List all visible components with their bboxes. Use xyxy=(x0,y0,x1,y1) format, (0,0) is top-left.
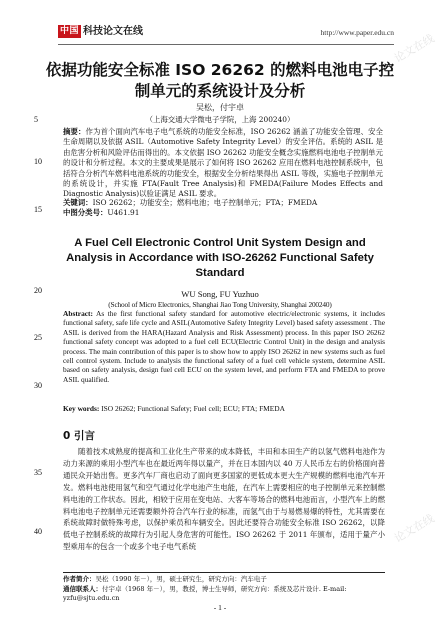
english-keywords xyxy=(63,404,385,413)
watermark: 论文在线 xyxy=(391,511,437,546)
clc-label: 中图分类号： xyxy=(63,208,108,217)
line-number: 40 xyxy=(34,527,42,536)
keywords-label: 关键词： xyxy=(63,198,93,207)
footnote-text: 吴松（1990 年－），男，硕士研究生，研究方向：汽车电子 xyxy=(95,575,267,583)
english-abstract xyxy=(63,309,385,384)
site-logo[interactable] xyxy=(58,24,143,38)
keywords-text: ISO 26262；功能安全；燃料电池；电子控制单元；FTA；FMEDA xyxy=(92,198,318,207)
footnote-contact xyxy=(63,585,385,603)
footnote-divider xyxy=(63,572,385,573)
page-number: - 1 - xyxy=(213,603,227,612)
logo-mark: 中国 xyxy=(60,25,80,36)
section-body: 随着技术成熟度的提高和工业化生产带来的成本降低，丰田和本田生产的以氢气燃料电池作为动力来源的乘用小型汽车也在最近两年得以量产，并在日本国内以 40 万人民币左右的价格面向普通民众开始出售。更多汽车厂商也启动了面向更多国家的更低成本更大生产规模的燃料电池汽车开发。燃料电池使用氢气和空气通过化学电池产生电能，在汽车上需要相应的电子控制单元来控制燃料电池的工作状态。因此，相较于应用在变电站、大客车等场合的燃料电池而言，小型汽车上的燃料电池电子控制单元还需要额外符合汽车行业的标准，而氢气由于与易燃易爆的特性，尤其需要在系统故障时做特殊考虑，以保护乘员和车辆安全。因此还要符合功能安全标准 ISO 26262，以降低电子控制系统的故障行为引起人身危害的可能性。ISO 26262 于 2011 年颁布，适用于量产小型乘用车的包含一个或多个电子电气系统 xyxy=(63,447,385,552)
english-authors: WU Song, FU Yuzhuo xyxy=(181,289,259,299)
line-number: 10 xyxy=(34,157,42,166)
clc-text: U461.91 xyxy=(107,208,140,217)
line-number: 5 xyxy=(34,115,38,124)
line-number: 30 xyxy=(34,381,42,390)
chinese-abstract xyxy=(63,127,383,200)
keywords-label: Key words: xyxy=(63,404,100,413)
line-number: 15 xyxy=(34,205,42,214)
keywords-text: ISO 26262; Functional Safety; Fuel cell; ECU; FTA; FMEDA xyxy=(99,404,285,413)
site-url[interactable]: http://www.paper.edu.cn xyxy=(320,28,394,37)
section-heading: 0 引言 xyxy=(63,430,95,442)
classification-number xyxy=(63,208,383,218)
footnote-label: 作者简介： xyxy=(63,575,96,583)
page-header xyxy=(58,22,394,45)
logo-text: 科技论文在线 xyxy=(83,25,144,37)
abstract-text: 作为首个面向汽车电子电气系统的功能安全标准，ISO 26262 涵盖了功能安全管理、安全生命周期以及依据 ASIL（Automotive Safety Integrity Level）的安全评估。系统的 ASIL 是由危害分析和风险评估而得出的。本文依据 ISO 26262 功能安全概念实施燃料电池电子控制单元的设计和分析过程。本文的主要成果是展示了如何将 ISO 26262 应用在燃料电池控制系统中，包括符合分析汽车燃料电池系统的功能安全，根据安全分析结果得出 ASIL 等级，实施电子控制单元的系统设计，并实施 FTA(Fault Tree Analysis)和 FMEDA(Failure Modes Effects and Diagnostic Analysis)以验证满足 ASIL 要求。 xyxy=(63,127,383,199)
watermark: 论文在线 xyxy=(391,31,437,66)
chinese-title: 依据功能安全标准 ISO 26262 的燃料电池电子控制单元的系统设计及分析 xyxy=(45,61,395,100)
line-number: 20 xyxy=(34,286,42,295)
abstract-label: Abstract: xyxy=(63,309,93,318)
english-title: A Fuel Cell Electronic Control Unit System Design and Analysis in Accordance with ISO-26262 Functional Safety Standard xyxy=(66,237,374,279)
chinese-authors: 吴松，付宇卓 xyxy=(196,103,244,112)
footnote-author xyxy=(63,575,385,584)
line-number: 25 xyxy=(34,333,42,342)
footnote-text: 付宇卓（1968 年－），男，教授，博士生导师，研究方向：系统及芯片设计. E-mail: yzfu@sjtu.edu.cn xyxy=(63,585,347,602)
chinese-keywords xyxy=(63,198,383,208)
english-affiliation: (School of Micro Electronics, Shanghai Jiao Tong University, Shanghai 200240) xyxy=(108,300,332,309)
line-number: 35 xyxy=(34,468,42,477)
chinese-affiliation: （上海交通大学微电子学院，上海 200240） xyxy=(145,115,295,124)
abstract-label: 摘要： xyxy=(63,127,86,136)
abstract-text: As the first functional safety standard for automotive electric/electronic systems, it includes functional safety, safe life cycle and ASIL(Automotive Safety Integrity Level) based safety assessment . The ASIL is derived from the HARA(Hazard Analysis and Risk Assessment) process. In this paper ISO 26262 functional safety concept was adopted to a fuel cell ECU(Electric Control Unit) in the design and analysis process. The main contribution of this paper is to show how to apply ISO 26262 in new systems such as fuel cell control system. Include to analysis the functional safety of a fuel cell vehicle system, determine ASIL based on safety analysis, design fuel cell ECU on the system level, and perform FTA and FMEDA to prove ASIL qualified. xyxy=(63,309,385,384)
footnote-label: 通信联系人： xyxy=(63,585,102,593)
